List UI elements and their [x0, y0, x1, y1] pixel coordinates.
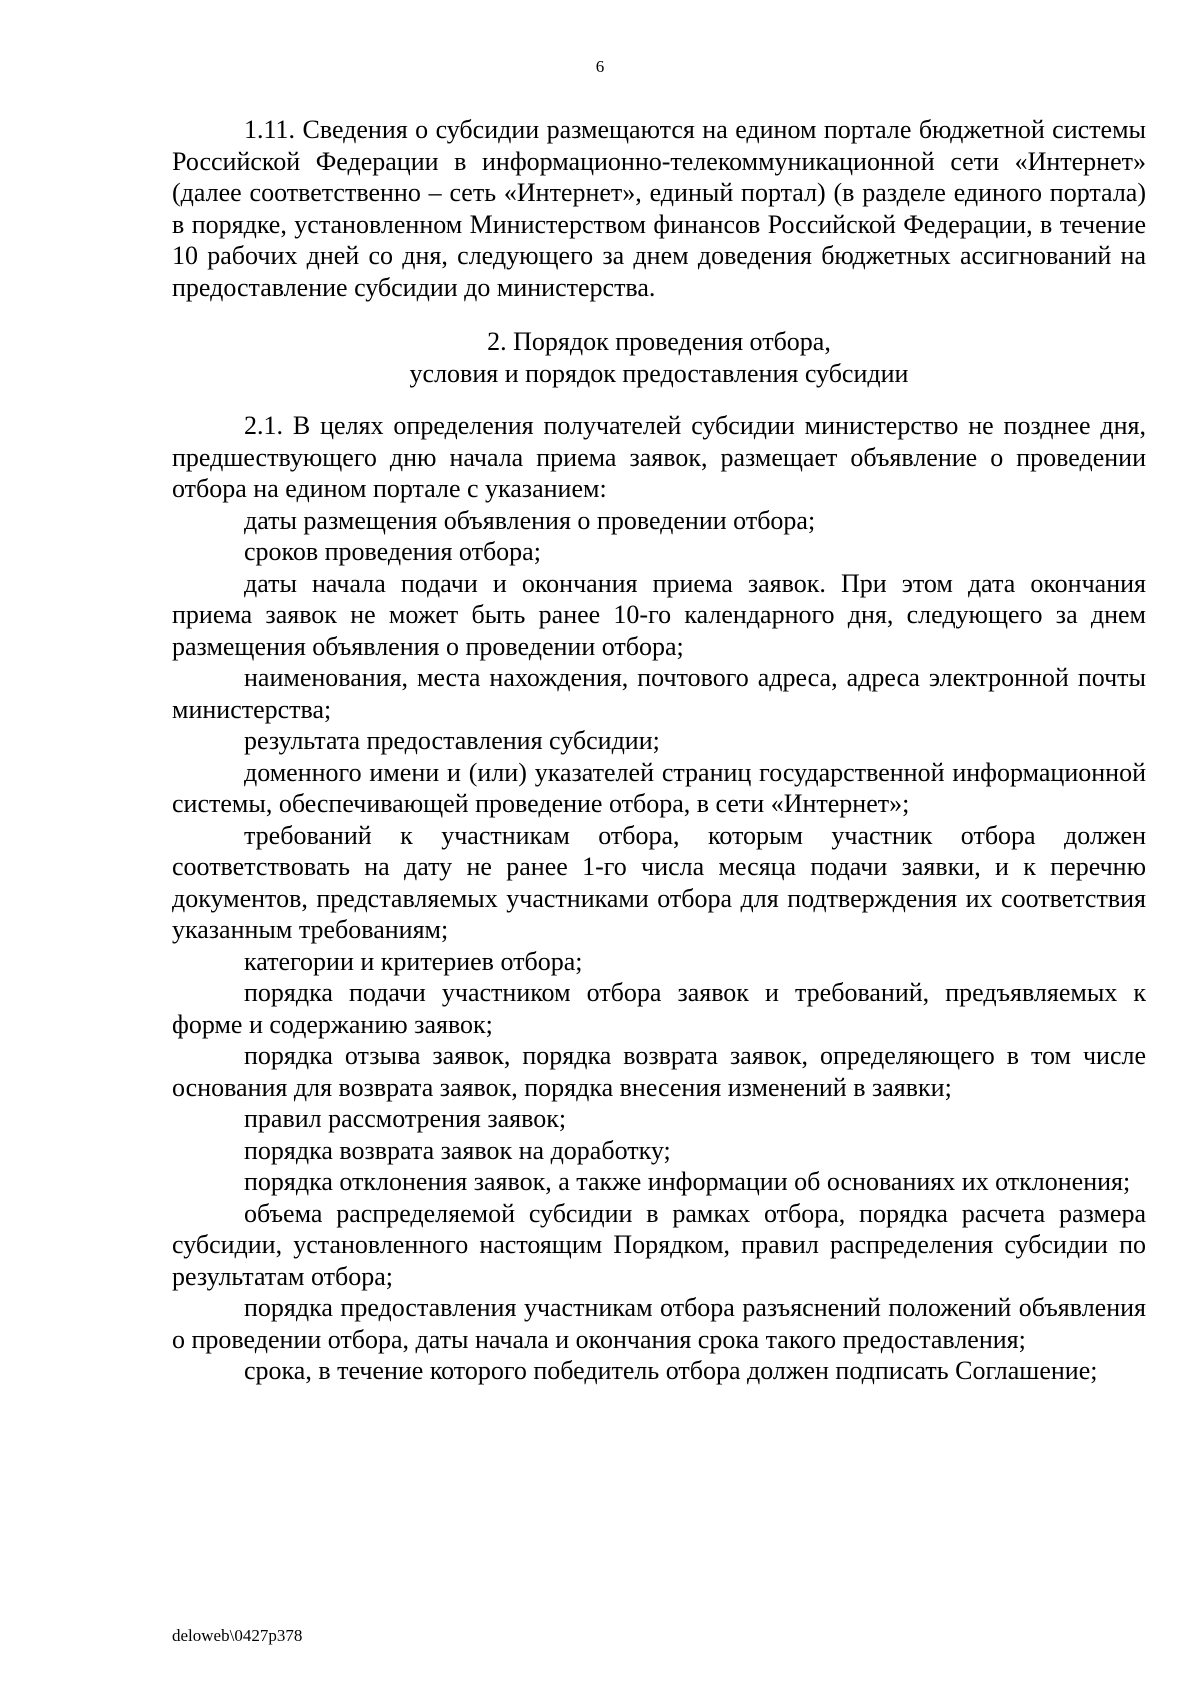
- list-item: объема распределяемой субсидии в рамках отбора, порядка расчета размера субсидии, установленного настоящим Порядком, правил распределения субсидии по результатам отбора;: [172, 1198, 1146, 1291]
- list-item: даты начала подачи и окончания приема заявок. При этом дата окончания приема заявок не может быть ранее 10-го календарного дня, следующего за днем размещения объявления о проведении отбора;: [172, 568, 1146, 661]
- list-item: результата предоставления субсидии;: [244, 726, 660, 755]
- paragraph-2-1: 2.1. В целях определения получателей субсидии министерство не позднее дня, предшествующего дню начала приема заявок, размещает объявление о проведении отбора на едином портале с указанием:: [172, 411, 1146, 503]
- section-heading: [172, 326, 1146, 389]
- list-item: порядка возврата заявок на доработку;: [244, 1135, 671, 1165]
- footer-document-code: deloweb\0427p378: [172, 1626, 303, 1645]
- list-item: требований к участникам отбора, которым участник отбора должен соответствовать на дату не ранее 1-го числа месяца подачи заявки, и к перечню документов, представляемых участниками отбора для подтверждения их соответствия указанным требованиям;: [172, 820, 1146, 944]
- section-heading-line-2: условия и порядок предоставления субсидии: [409, 358, 909, 388]
- paragraph-1-11: 1.11. Сведения о субсидии размещаются на едином портале бюджетной системы Российской Федерации в информационно-телекоммуникационной сети «Интернет» (далее соответственно – сеть «Интернет», единый портал) (в разделе единого портала) в порядке, установленном Министерством финансов Российской Федерации, в течение 10 рабочих дней со дня, следующего за днем доведения бюджетных ассигнований на предоставление субсидии до министерства.: [172, 115, 1146, 302]
- list-item: правил рассмотрения заявок;: [244, 1104, 567, 1133]
- list-item: категории и критериев отбора;: [244, 946, 583, 976]
- list-item: срока, в течение которого победитель отбора должен подписать Соглашение;: [244, 1356, 1098, 1385]
- list-item: даты размещения объявления о проведении отбора;: [244, 505, 816, 535]
- list-item: порядка предоставления участникам отбора разъяснений положений объявления о проведении отбора, даты начала и окончания срока такого предоставления;: [172, 1293, 1146, 1354]
- section-heading-line-1: 2. Порядок проведения отбора,: [487, 327, 831, 356]
- list-item: порядка отклонения заявок, а также информации об основаниях их отклонения;: [244, 1167, 1131, 1196]
- page-number: 6: [595, 57, 605, 76]
- list-item: доменного имени и (или) указателей страниц государственной информационной системы, обеспечивающей проведение отбора, в сети «Интернет»;: [172, 757, 1146, 818]
- list-item: сроков проведения отбора;: [244, 537, 541, 566]
- list-item: наименования, места нахождения, почтового адреса, адреса электронной почты министерства;: [172, 663, 1146, 724]
- document-body: [172, 114, 1146, 1387]
- list-item: порядка отзыва заявок, порядка возврата заявок, определяющего в том числе основания для возврата заявок, порядка внесения изменений в заявки;: [172, 1041, 1146, 1102]
- list-item: порядка подачи участником отбора заявок и требований, предъявляемых к форме и содержанию заявок;: [172, 978, 1146, 1039]
